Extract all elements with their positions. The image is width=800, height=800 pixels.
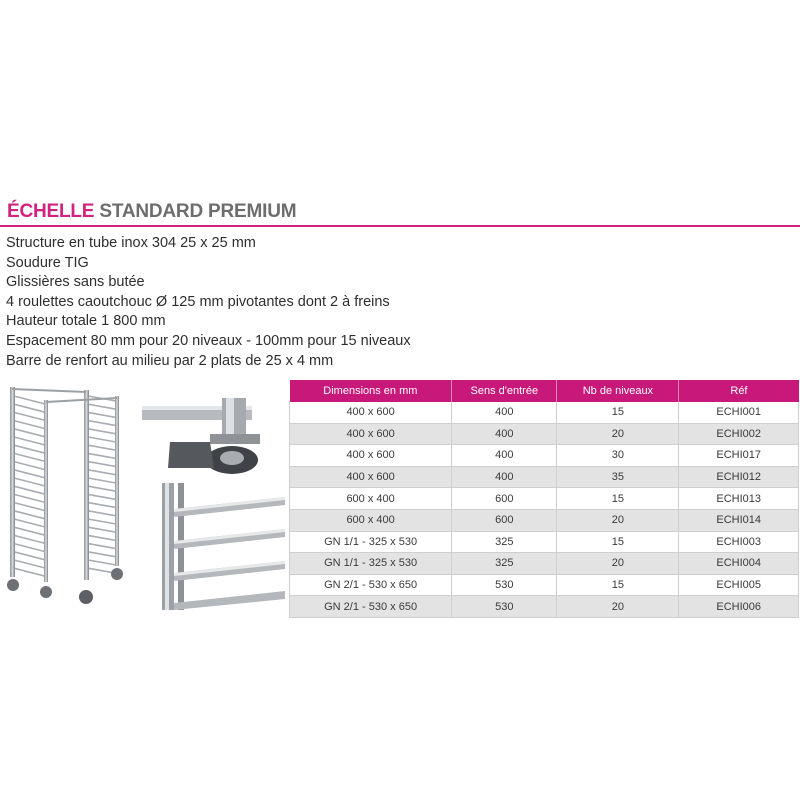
title-rest: STANDARD PREMIUM <box>99 201 297 222</box>
rack-rung <box>14 404 45 412</box>
spec-item: Barre de renfort au milieu par 2 plats de 25 x 4 mm <box>6 352 334 369</box>
cell-ref: ECHI005 <box>679 574 799 596</box>
cell-levels: 20 <box>557 553 679 575</box>
rack-rung <box>88 527 116 532</box>
cell-entry: 600 <box>452 488 557 510</box>
rack-rung <box>88 478 116 483</box>
reference-table <box>289 380 799 618</box>
cell-ref: ECHI017 <box>679 445 799 467</box>
cell-dimensions: GN 1/1 - 325 x 530 <box>290 531 452 553</box>
table-row <box>290 574 799 596</box>
rack-rung <box>88 519 116 524</box>
caster-wheel-photo <box>140 398 280 478</box>
rack-rung <box>14 527 45 535</box>
rack-rung <box>88 404 116 409</box>
rack-rung <box>88 429 116 434</box>
rack-rung <box>14 552 45 560</box>
table-row <box>290 553 799 575</box>
cell-entry: 400 <box>452 423 557 445</box>
cell-entry: 400 <box>452 402 557 423</box>
cell-levels: 15 <box>557 402 679 423</box>
rack-rung <box>88 412 116 417</box>
cell-dimensions: GN 1/1 - 325 x 530 <box>290 553 452 575</box>
rack-rung <box>88 453 116 458</box>
cell-dimensions: 400 x 600 <box>290 423 452 445</box>
title-divider <box>0 225 800 227</box>
cell-dimensions: 400 x 600 <box>290 402 452 423</box>
cell-entry: 400 <box>452 445 557 467</box>
spec-item: 4 roulettes caoutchouc Ø 125 mm pivotantes dont 2 à freins <box>6 293 390 310</box>
rack-rung <box>14 494 45 502</box>
table-row <box>290 423 799 445</box>
rack-rung <box>14 503 45 511</box>
cell-ref: ECHI003 <box>679 531 799 553</box>
header-dimensions: Dimensions en mm <box>290 380 452 402</box>
rack-rung <box>88 470 116 475</box>
rack-rung <box>88 494 116 499</box>
rack-rung <box>14 453 45 461</box>
table-row <box>290 509 799 531</box>
rack-rung <box>88 445 116 450</box>
table-row <box>290 488 799 510</box>
cell-dimensions: GN 2/1 - 530 x 650 <box>290 596 452 618</box>
rack-rung <box>14 511 45 519</box>
spec-item: Soudure TIG <box>6 254 89 271</box>
spec-item: Espacement 80 mm pour 20 niveaux - 100mm pour 15 niveaux <box>6 332 411 349</box>
cell-ref: ECHI004 <box>679 553 799 575</box>
cell-levels: 15 <box>557 488 679 510</box>
rack-rung <box>88 437 116 442</box>
rack-rung <box>14 560 45 568</box>
cell-entry: 325 <box>452 553 557 575</box>
table-row <box>290 596 799 618</box>
spec-item: Glissières sans butée <box>6 274 145 291</box>
rack-rung <box>14 445 45 453</box>
cell-ref: ECHI013 <box>679 488 799 510</box>
rack-rung <box>14 462 45 470</box>
cell-levels: 30 <box>557 445 679 467</box>
rack-rung <box>14 478 45 486</box>
cell-entry: 400 <box>452 466 557 488</box>
rack-rung <box>14 544 45 552</box>
rack-rung <box>14 412 45 420</box>
cell-levels: 35 <box>557 466 679 488</box>
rack-rung <box>14 429 45 437</box>
rack-rung <box>14 437 45 445</box>
rack-rung <box>88 486 116 491</box>
rack-rung <box>14 519 45 527</box>
rack-rung <box>14 486 45 494</box>
table-row <box>290 466 799 488</box>
header-reference: Réf <box>679 380 799 402</box>
cell-levels: 20 <box>557 596 679 618</box>
trolley-rack-illustration <box>0 382 130 607</box>
cell-entry: 600 <box>452 509 557 531</box>
cell-ref: ECHI001 <box>679 402 799 423</box>
rack-rung <box>14 396 45 404</box>
rack-rung <box>88 421 116 426</box>
cell-entry: 530 <box>452 574 557 596</box>
cell-ref: ECHI012 <box>679 466 799 488</box>
rack-rung <box>88 552 116 557</box>
header-entry-direction: Sens d'entrée <box>452 380 557 402</box>
rack-rung <box>88 462 116 467</box>
cell-entry: 530 <box>452 596 557 618</box>
rack-rung <box>14 535 45 543</box>
rack-rung <box>88 503 116 508</box>
cell-dimensions: GN 2/1 - 530 x 650 <box>290 574 452 596</box>
cell-ref: ECHI002 <box>679 423 799 445</box>
title-accent: ÉCHELLE <box>7 201 95 222</box>
spec-item: Structure en tube inox 304 25 x 25 mm <box>6 235 256 251</box>
rack-rung <box>88 544 116 549</box>
cell-dimensions: 400 x 600 <box>290 445 452 467</box>
spec-list <box>6 234 411 371</box>
table-header-row <box>290 380 799 402</box>
rack-rung <box>88 535 116 540</box>
cell-levels: 20 <box>557 509 679 531</box>
caster-wheel-illustration <box>140 398 280 478</box>
rack-rung <box>88 560 116 565</box>
spec-item: Hauteur totale 1 800 mm <box>6 313 166 330</box>
rack-rung <box>88 511 116 516</box>
rack-rung <box>14 470 45 478</box>
cell-levels: 20 <box>557 423 679 445</box>
table-row <box>290 445 799 467</box>
cell-dimensions: 600 x 400 <box>290 509 452 531</box>
runner-slides-illustration <box>160 483 285 610</box>
runner-slides-photo <box>160 483 285 610</box>
cell-dimensions: 400 x 600 <box>290 466 452 488</box>
cell-levels: 15 <box>557 574 679 596</box>
cell-dimensions: 600 x 400 <box>290 488 452 510</box>
rack-rung <box>14 568 45 576</box>
table-row <box>290 402 799 423</box>
header-levels: Nb de niveaux <box>557 380 679 402</box>
cell-ref: ECHI014 <box>679 509 799 531</box>
trolley-rack-photo <box>0 382 130 607</box>
rack-rung <box>14 421 45 429</box>
cell-ref: ECHI006 <box>679 596 799 618</box>
cell-entry: 325 <box>452 531 557 553</box>
product-title <box>7 201 296 223</box>
table-row <box>290 531 799 553</box>
cell-levels: 15 <box>557 531 679 553</box>
